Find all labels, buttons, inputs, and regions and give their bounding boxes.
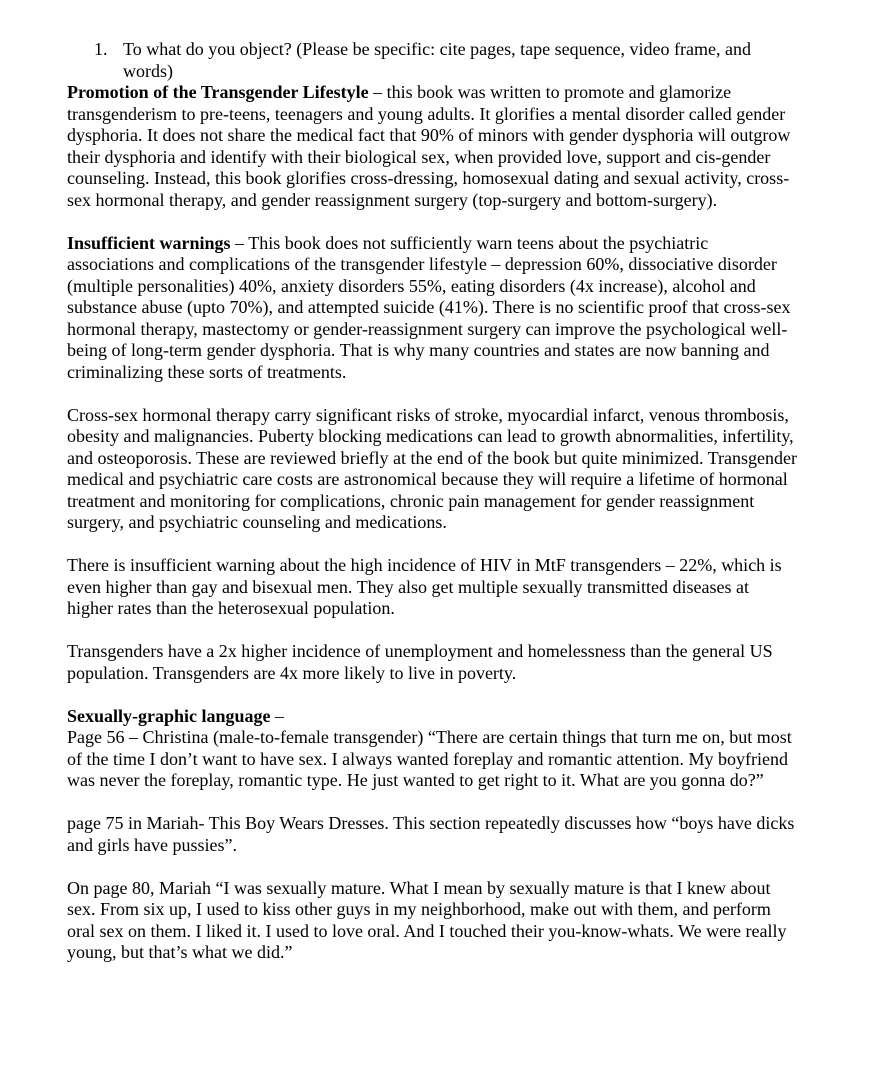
- page75-paragraph: page 75 in Mariah- This Boy Wears Dresses. This section repeatedly discusses how “boys have dicks and girls have pussies”.: [67, 813, 795, 855]
- question-item: [94, 39, 797, 82]
- warnings-paragraph: [67, 233, 797, 384]
- language-heading: Sexually-graphic language: [67, 705, 271, 726]
- promotion-paragraph: [67, 82, 797, 211]
- hiv-paragraph: There is insufficient warning about the high incidence of HIV in MtF transgenders – 22%, which is even higher than gay and bisexual men. They also get multiple sexually transmitted diseases at higher rates than the heterosexual population.: [67, 555, 782, 618]
- warnings-body: – This book does not sufficiently warn teens about the psychiatric associations and complications of the transgender lifestyle – depression 60%, dissociative disorder (multiple personalities) 40%, anxiety disorders 55%, eating disorders (4x increase), alcohol and substance abuse (upto 70%), and attempted suicide (41%). There is no scientific proof that cross-sex hormonal therapy, mastectomy or gender-reassignment surgery can improve the psychological well-being of long-term gender dysphoria. That is why many countries and states are now banning and criminalizing these sorts of treatments.: [67, 232, 791, 382]
- question-number: 1.: [94, 39, 108, 59]
- paragraph-gap: [67, 620, 797, 642]
- paragraph-gap: [67, 383, 797, 405]
- unemployment-paragraph: Transgenders have a 2x higher incidence of unemployment and homelessness than the general US population. Transgenders are 4x more likely to live in poverty.: [67, 641, 773, 683]
- language-heading-suffix: –: [270, 705, 285, 726]
- page56-paragraph: Page 56 – Christina (male-to-female transgender) “There are certain things that turn me on, but most of the time I don’t want to have sex. I always wanted foreplay and romantic attention. My boyfriend was never the foreplay, romantic type. He just wanted to get right to it. What are you gonna do?”: [67, 727, 792, 790]
- paragraph-gap: [67, 534, 797, 556]
- language-heading-line: [67, 706, 797, 728]
- paragraph-gap: [67, 684, 797, 706]
- promotion-body: – this book was written to promote and glamorize transgenderism to pre-teens, teenagers and young adults. It glorifies a mental disorder called gender dysphoria. It does not share the medical fact that 90% of minors with gender dysphoria will outgrow their dysphoria and identify with their biological sex, when provided love, support and cis-gender counseling. Instead, this book glorifies cross-dressing, homosexual dating and sexual activity, cross-sex hormonal therapy, and gender reassignment surgery (top-surgery and bottom-surgery).: [67, 82, 791, 210]
- page80-paragraph: On page 80, Mariah “I was sexually mature. What I mean by sexually mature is that I knew about sex. From six up, I used to kiss other guys in my neighborhood, make out with them, and perform oral sex on them. I liked it. I used to love oral. And I touched their you-know-whats. We were really young, but that’s what we did.”: [67, 877, 787, 962]
- paragraph-gap: [67, 792, 797, 814]
- question-text: To what do you object? (Please be specific: cite pages, tape sequence, video frame, and words): [123, 39, 751, 81]
- document-page: [67, 39, 797, 964]
- warnings-heading: Insufficient warnings: [67, 232, 231, 253]
- hormonal-paragraph: Cross-sex hormonal therapy carry significant risks of stroke, myocardial infarct, venous thrombosis, obesity and malignancies. Puberty blocking medications can lead to growth abnormalities, infertility, and osteoporosis. These are reviewed briefly at the end of the book but quite minimized. Transgender medical and psychiatric care costs are astronomical because they will require a lifetime of hormonal treatment and monitoring for complications, chronic pain management for gender reassignment surgery, and psychiatric counseling and medications.: [67, 404, 797, 532]
- paragraph-gap: [67, 211, 797, 233]
- promotion-heading: Promotion of the Transgender Lifestyle: [67, 82, 369, 102]
- paragraph-gap: [67, 856, 797, 878]
